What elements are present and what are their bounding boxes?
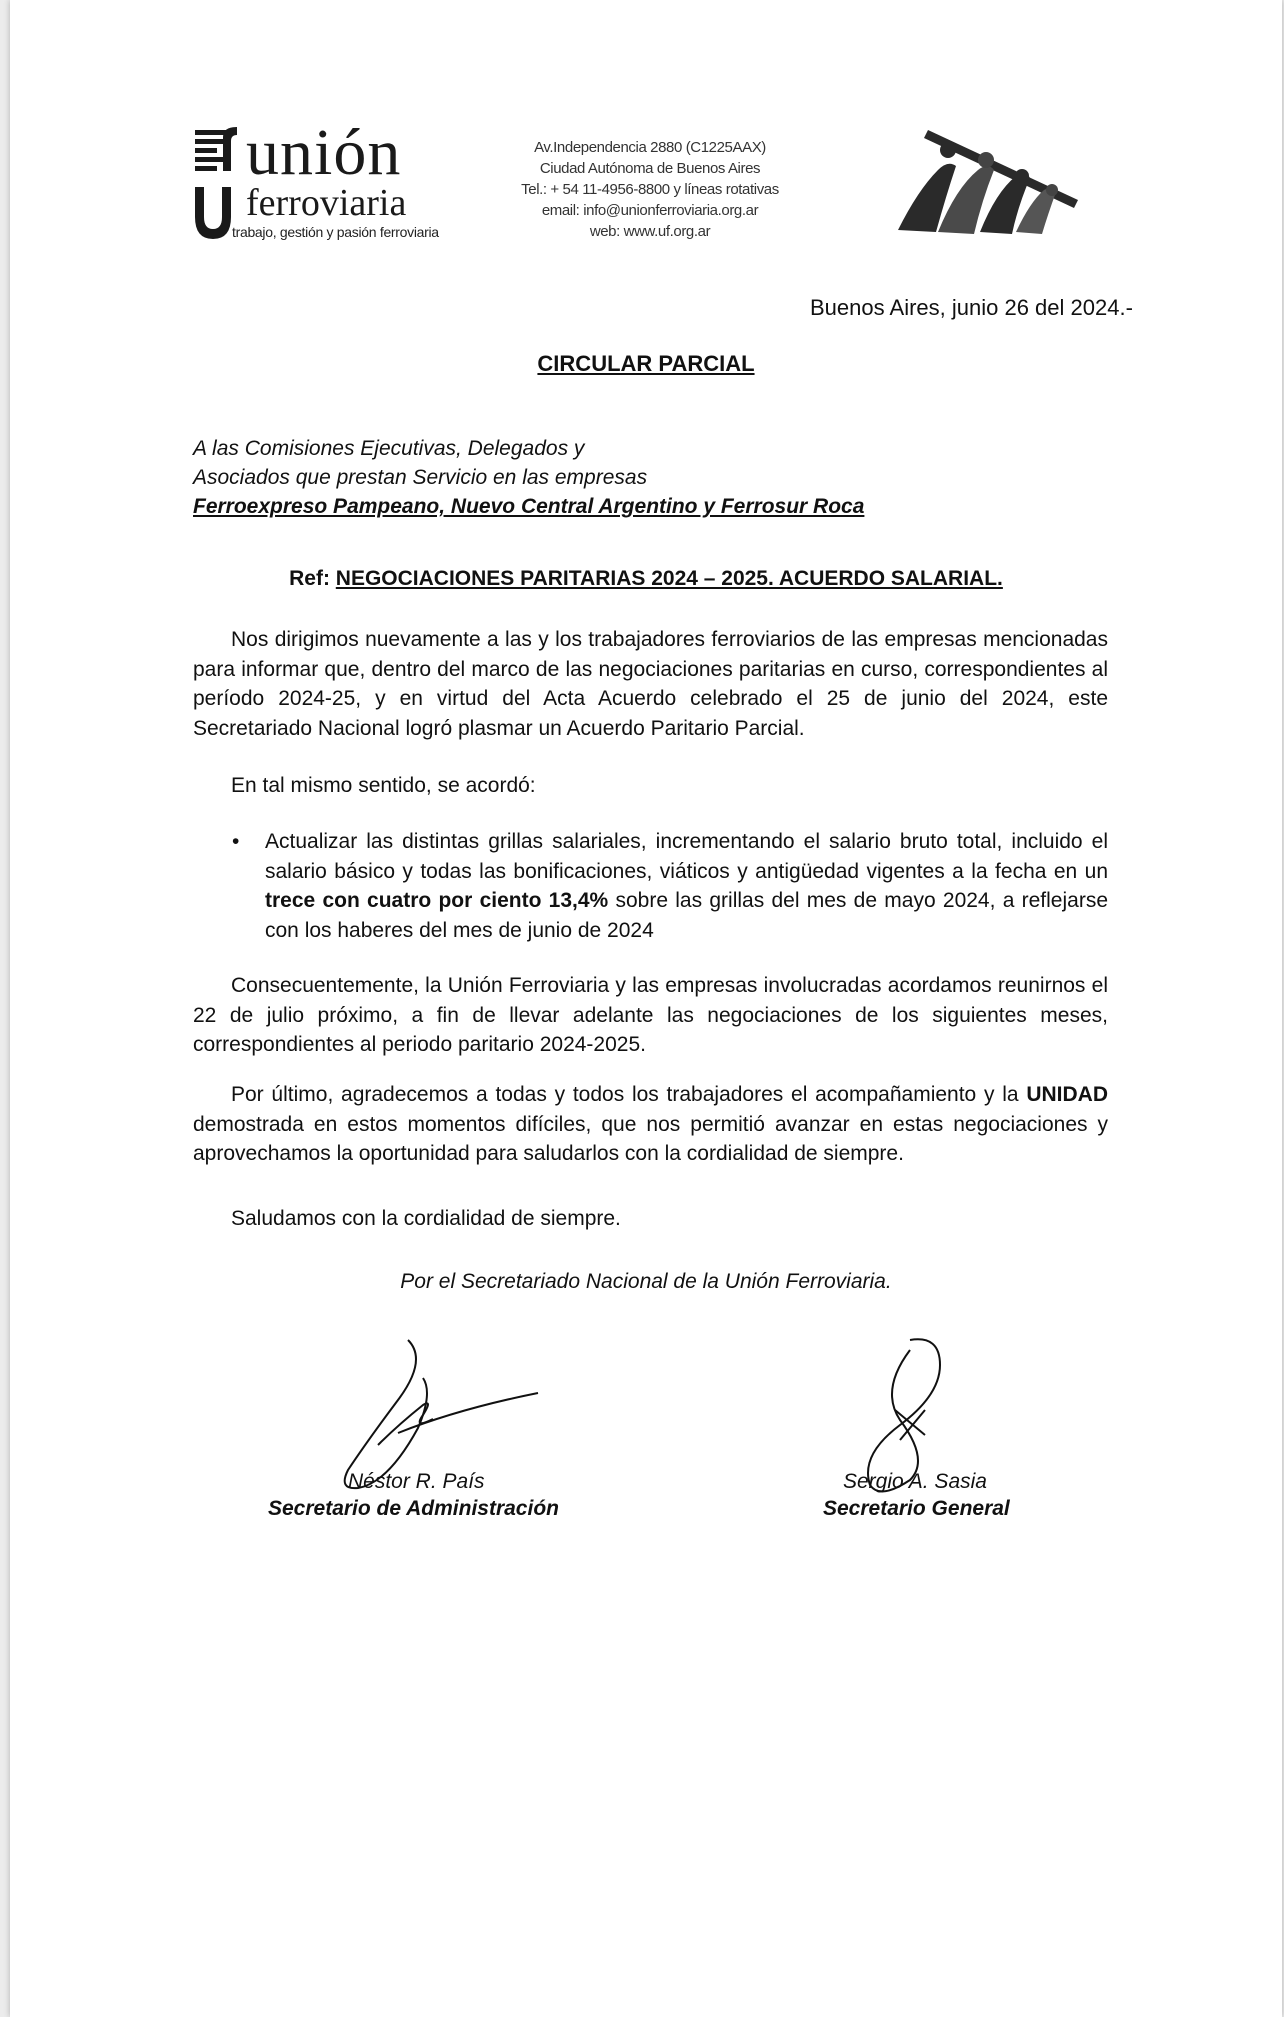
bullet-text-end: sobre las grillas del mes de mayo 2024, a reflejarse con los haberes del mes de junio de 2024 [265, 889, 1109, 942]
paragraph-consequently: Consecuentemente, la Unión Ferroviaria y las empresas involucradas acordamos reunirnos el 22 de julio próximo, a fin de llevar adelante las negociaciones de los siguientes meses, correspondientes al periodo paritario 2024-2025. [193, 974, 1108, 1056]
signatory-2-name: Sergio A. Sasia [843, 1470, 987, 1493]
addressee-block [193, 434, 864, 521]
closing-line: Por el Secretariado Nacional de la Unión Ferroviaria. [400, 1270, 892, 1293]
addressee-line: A las Comisiones Ejecutivas, Delegados y [193, 437, 585, 460]
addressee-companies: Ferroexpreso Pampeano, Nuevo Central Argentino y Ferrosur Roca [193, 495, 865, 518]
logo-word-union: unión [246, 116, 402, 189]
reference-line [10, 567, 1282, 591]
paragraph-agreed: En tal mismo sentido, se acordó: [231, 774, 536, 797]
letterhead-address [490, 137, 810, 242]
ref-prefix: Ref: [289, 567, 336, 590]
workers-statue-icon [888, 120, 1080, 240]
ref-text: NEGOCIACIONES PARITARIAS 2024 – 2025. ACUERDO SALARIAL. [335, 567, 1003, 590]
address-line: web: www.uf.org.ar [589, 223, 711, 240]
logo-tagline: trabajo, gestión y pasión ferroviaria [232, 224, 439, 240]
unidad-highlight: UNIDAD [1026, 1083, 1108, 1106]
bullet-icon: • [232, 830, 240, 853]
paragraph-thanks [193, 1080, 1108, 1169]
addressee-line: Asociados que prestan Servicio en las empresas [193, 466, 648, 489]
bullet-item [265, 827, 1108, 945]
thanks-text-end: demostrada en estos momentos difíciles, que nos permitió avanzar en estas negociaciones y aprovechamos la oportunidad para saludarlos con la cordialidad de siempre. [193, 1112, 1108, 1165]
paragraph-intro: Nos dirigimos nuevamente a las y los trabajadores ferroviarios de las empresas mencionadas para informar que, dentro del marco de las negociaciones paritarias en curso, correspondientes al período 2024-25, y en virtud del Acta Acuerdo celebrado el 25 de junio del 2024, este Secretariado Nacional logró plasmar un Acuerdo Paritario Parcial. [193, 628, 1108, 740]
address-line: Tel.: + 54 11-4956-8800 y líneas rotativas [521, 181, 779, 198]
signatory-2-role: Secretario General [823, 1497, 1010, 1520]
document-title: CIRCULAR PARCIAL [537, 351, 755, 376]
bullet-text: Actualizar las distintas grillas salariales, incrementando el salario bruto total, incluido el salario básico y todas las bonificaciones, viáticos y antigüedad vigentes a la fecha en un [265, 830, 1108, 883]
address-line: email: info@unionferroviaria.org.ar [541, 202, 759, 219]
signatory-1-role: Secretario de Administración [268, 1497, 559, 1520]
address-line: Ciudad Autónoma de Buenos Aires [539, 160, 761, 177]
document-page [10, 0, 1282, 2017]
bullet-highlight: trece con cuatro por ciento 13,4% [265, 889, 609, 912]
letter-date: Buenos Aires, junio 26 del 2024.- [810, 295, 1133, 320]
signatory-1-name: Néstor R. País [348, 1470, 485, 1493]
logo-word-ferroviaria: ferroviaria [246, 182, 407, 224]
paragraph-greeting: Saludamos con la cordialidad de siempre. [231, 1207, 621, 1230]
thanks-text: Por último, agradecemos a todas y todos los trabajadores el acompañamiento y la [231, 1083, 1027, 1106]
address-line: Av.Independencia 2880 (C1225AAX) [534, 139, 766, 156]
